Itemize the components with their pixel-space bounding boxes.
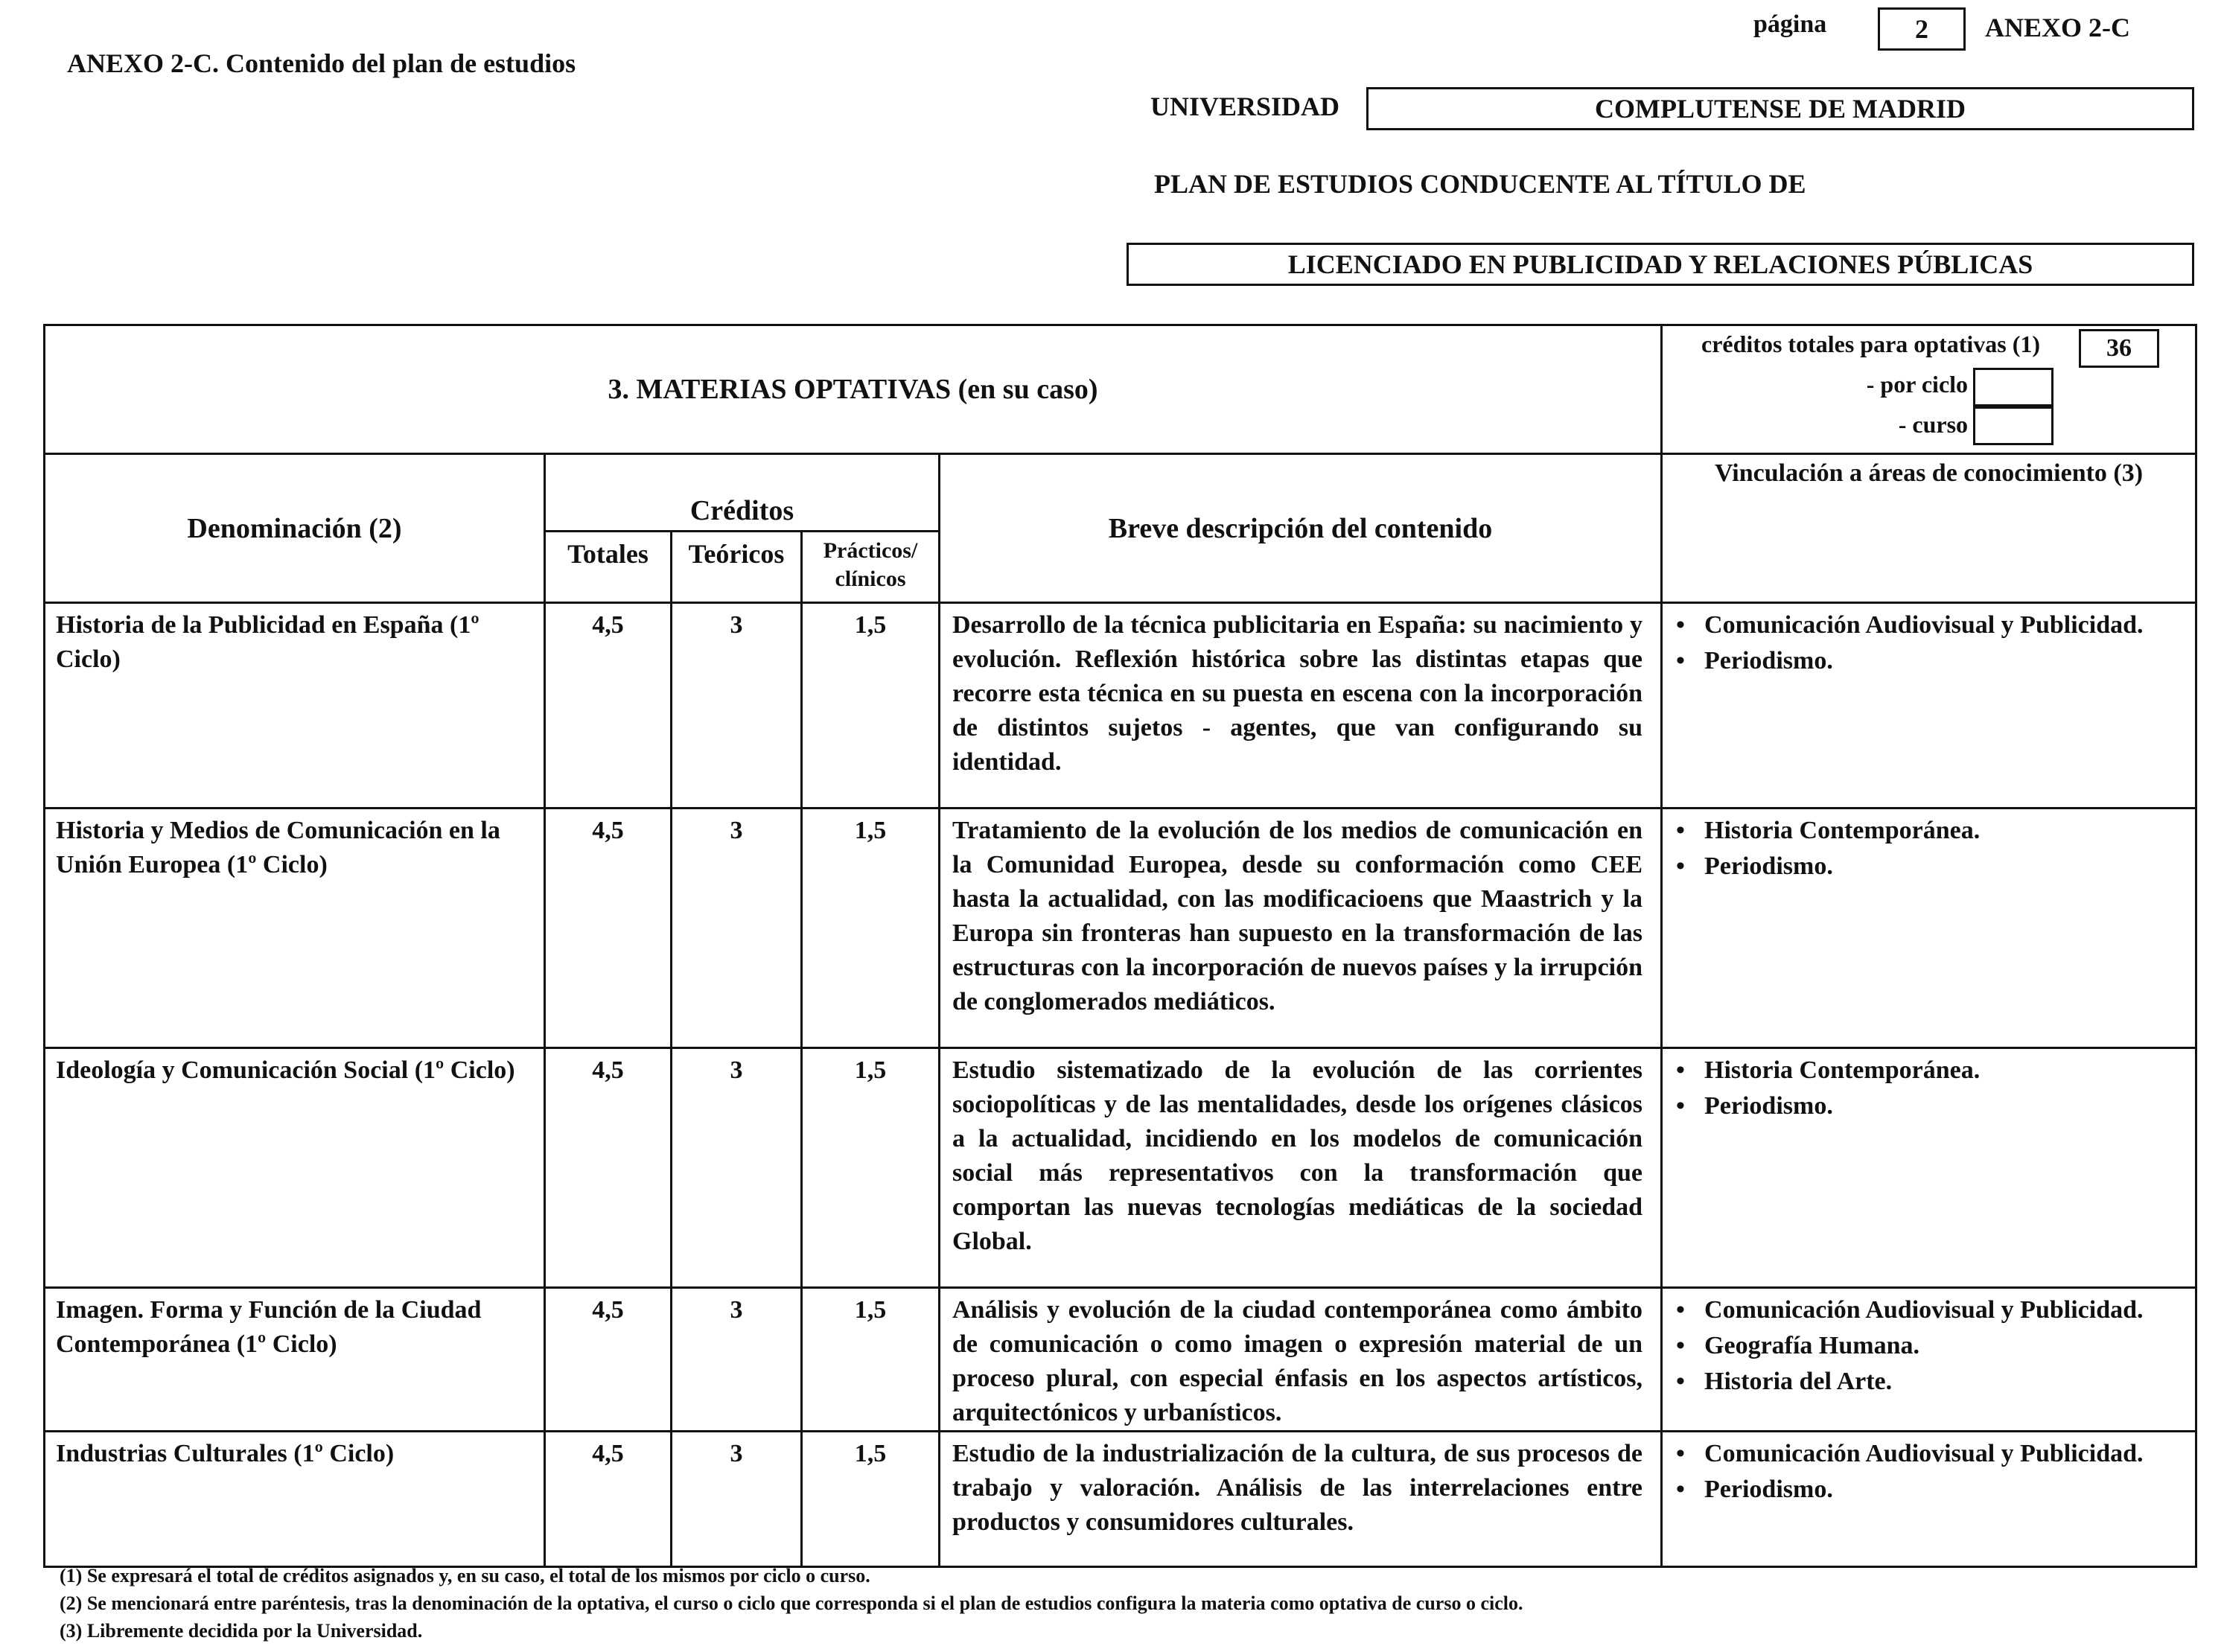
materias-optativas-table [43,324,2197,1568]
bullet-icon: • [1676,1440,1685,1467]
row-practicos: 1,5 [802,603,940,809]
footnote-2: (2) Se mencionará entre paréntesis, tras la denominación de la optativa, el curso o ciclo que corresponda si el plan de estudios configura la materia como optativa de curso o ciclo. [60,1592,1523,1614]
bullet-icon: • [1676,817,1685,844]
pagina-label: página [1753,10,1827,38]
row-teoricos: 3 [672,809,802,1048]
row-areas [1662,603,2196,809]
row-description: Tratamiento de la evolución de los medios de comunicación en la Comunidad Europea, desde su conformación como CEE hasta la actualidad, con las modificacioens que Maastrich y la Europa sin fronteras han supuesto en la transformación de las estructuras con la incorporación de nuevos países y la irrupción de conglomerados mediáticos. [940,809,1662,1048]
row-teoricos: 3 [672,1048,802,1288]
row-name: Imagen. Forma y Función de la Ciudad Contemporánea (1º Ciclo) [45,1288,545,1432]
col-vinculacion: Vinculación a áreas de conocimiento (3) [1662,454,2196,603]
col-totales: Totales [545,532,672,603]
list-item: • Periodismo. [1670,644,2189,678]
list-item: • Geografía Humana. [1670,1329,2189,1363]
row-practicos: 1,5 [802,1432,940,1567]
row-description: Análisis y evolución de la ciudad contemporánea como ámbito de comunicación o como imagen o expresión material de un proceso plural, con especial énfasis en los aspectos artísticos, arquitectónicos y urbanísticos. [940,1288,1662,1432]
bullet-icon: • [1676,1056,1685,1084]
bullet-icon: • [1676,1332,1685,1359]
curso-value [1973,406,2053,445]
creditos-totales-label: créditos totales para optativas (1) [1701,331,2041,357]
footnotes [60,1562,1523,1645]
row-description: Estudio de la industrialización de la cultura, de sus procesos de trabajo y valoración. Análisis de las interrelaciones entre productos y consumidores culturales. [940,1432,1662,1567]
row-areas [1662,1288,2196,1432]
row-totales: 4,5 [545,1432,672,1567]
table-row [45,809,2196,1048]
footnote-3: (3) Libremente decidida por la Universidad. [60,1620,423,1642]
row-teoricos: 3 [672,1288,802,1432]
table-row [45,1288,2196,1432]
universidad-value: COMPLUTENSE DE MADRID [1366,87,2194,130]
row-description: Desarrollo de la técnica publicitaria en España: su nacimiento y evolución. Reflexión histórica sobre las distintas etapas que recorre esta técnica en su puesta en escena con la incorporación de distintos sujetos - agentes, que van configurando su identidad. [940,603,1662,809]
list-item: • Periodismo. [1670,1089,2189,1123]
col-teoricos: Teóricos [672,532,802,603]
universidad-label: UNIVERSIDAD [1150,92,1340,121]
plan-label: PLAN DE ESTUDIOS CONDUCENTE AL TÍTULO DE [1154,169,1806,199]
col-creditos: Créditos [545,454,940,532]
list-item: • Historia del Arte. [1670,1365,2189,1399]
bullet-icon: • [1676,1296,1685,1324]
bullet-icon: • [1676,647,1685,674]
row-teoricos: 3 [672,603,802,809]
bullet-icon: • [1676,1368,1685,1395]
por-ciclo-label: - por ciclo [1866,371,1969,398]
col-practicos: Prácticos/ clínicos [802,532,940,603]
por-ciclo-value [1973,368,2053,406]
list-item: • Comunicación Audiovisual y Publicidad. [1670,608,2189,642]
section-title: 3. MATERIAS OPTATIVAS (en su caso) [45,325,1662,454]
row-teoricos: 3 [672,1432,802,1567]
row-totales: 4,5 [545,1288,672,1432]
row-areas [1662,1432,2196,1567]
table-row [45,1048,2196,1288]
row-description: Estudio sistematizado de la evolución de las corrientes sociopolíticas y de las mentalidades, desde los orígenes clásicos a la actualidad, incidiendo en los modelos de comunicación social más representativos con la transformación que comportan las nuevas tecnologías mediáticas de la sociedad Global. [940,1048,1662,1288]
list-item: • Comunicación Audiovisual y Publicidad. [1670,1437,2189,1471]
table-row [45,1432,2196,1567]
list-item: • Comunicación Audiovisual y Publicidad. [1670,1293,2189,1327]
list-item: • Periodismo. [1670,1473,2189,1507]
row-name: Historia de la Publicidad en España (1º Ciclo) [45,603,545,809]
row-name: Industrias Culturales (1º Ciclo) [45,1432,545,1567]
col-denominacion: Denominación (2) [45,454,545,603]
row-practicos: 1,5 [802,809,940,1048]
list-item: • Historia Contemporánea. [1670,1053,2189,1088]
row-areas [1662,1048,2196,1288]
row-totales: 4,5 [545,603,672,809]
creditos-totales-value: 36 [2079,329,2159,368]
row-name: Historia y Medios de Comunicación en la Unión Europea (1º Ciclo) [45,809,545,1048]
creditos-summary [1662,325,2196,454]
curso-label: - curso [1898,411,1969,438]
anexo-label: ANEXO 2-C [1985,13,2130,42]
row-practicos: 1,5 [802,1288,940,1432]
row-areas [1662,809,2196,1048]
footnote-1: (1) Se expresará el total de créditos asignados y, en su caso, el total de los mismos por ciclo o curso. [60,1565,870,1586]
row-practicos: 1,5 [802,1048,940,1288]
col-descripcion: Breve descripción del contenido [940,454,1662,603]
list-item: • Historia Contemporánea. [1670,814,2189,848]
table-row [45,603,2196,809]
row-name: Ideología y Comunicación Social (1º Ciclo) [45,1048,545,1288]
document-title: ANEXO 2-C. Contenido del plan de estudios [67,48,576,78]
row-totales: 4,5 [545,1048,672,1288]
list-item: • Periodismo. [1670,849,2189,884]
titulo-value: LICENCIADO EN PUBLICIDAD Y RELACIONES PÚBLICAS [1127,243,2194,286]
pagina-number: 2 [1878,7,1966,51]
bullet-icon: • [1676,852,1685,880]
bullet-icon: • [1676,611,1685,639]
bullet-icon: • [1676,1476,1685,1503]
bullet-icon: • [1676,1092,1685,1120]
row-totales: 4,5 [545,809,672,1048]
